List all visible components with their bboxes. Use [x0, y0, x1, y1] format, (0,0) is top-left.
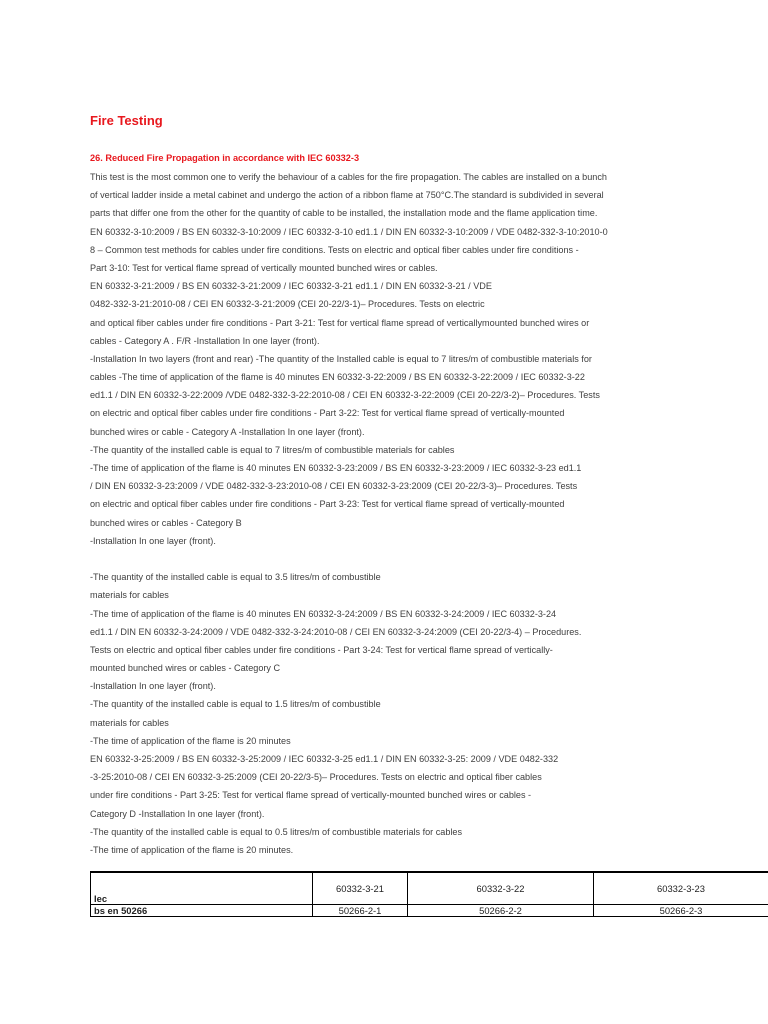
table-row: [91, 873, 768, 905]
section-heading: 26. Reduced Fire Propagation in accordance with IEC 60332-3: [90, 153, 360, 163]
body-line: EN 60332-3-10:2009 / BS EN 60332-3-10:2009 / IEC 60332-3-10 ed1.1 / DIN EN 60332-3-10:2009 / VDE 0482-332-3-10:2010-0: [90, 226, 608, 237]
body-line: bunched wires or cable - Category A -Installation In one layer (front).: [90, 426, 365, 437]
body-line: cables -The time of application of the flame is 40 minutes EN 60332-3-22:2009 / BS EN 60332-3-22:2009 / IEC 60332-3-22: [90, 372, 585, 383]
body-line: -Installation In one layer (front).: [90, 535, 216, 546]
body-line: -The quantity of the installed cable is equal to 3.5 litres/m of combustible: [90, 572, 381, 583]
body-line: on electric and optical fiber cables under fire conditions - Part 3-23: Test for vertical flame spread of vertically-mounted: [90, 499, 565, 510]
body-line: cables - Category A . F/R -Installation In one layer (front).: [90, 335, 320, 346]
standards-table: [90, 872, 768, 917]
row-header-iec: Iec: [91, 873, 313, 905]
table-row: [91, 905, 768, 917]
body-line: under fire conditions - Part 3-25: Test for vertical flame spread of vertically-mounted bunched wires or cables -: [90, 790, 532, 801]
row-header-bs-en: bs en 50266: [91, 905, 313, 917]
body-line: materials for cables: [90, 717, 169, 728]
body-line: mounted bunched wires or cables - Category C: [90, 663, 281, 674]
page-title: Fire Testing: [90, 113, 163, 128]
body-line: -The time of application of the flame is 40 minutes EN 60332-3-23:2009 / BS EN 60332-3-23:2009 / IEC 60332-3-23 ed1.1: [90, 463, 582, 473]
body-line: -The time of application of the flame is 20 minutes.: [90, 844, 294, 855]
body-text: [90, 168, 760, 859]
body-line: -The time of application of the flame is 20 minutes: [90, 735, 291, 746]
body-line: -The quantity of the installed cable is equal to 0.5 litres/m of combustible materials for cables: [90, 826, 463, 837]
body-line: -3-25:2010-08 / CEI EN 60332-3-25:2009 (CEI 20-22/3-5)– Procedures. Tests on electric and optical fiber cables: [90, 772, 542, 783]
body-line: ed1.1 / DIN EN 60332-3-22:2009 /VDE 0482-332-3-22:2010-08 / CEI EN 60332-3-22:2009 (CEI 20-22/3-2)– Procedures. Tests: [90, 390, 600, 401]
table-cell: 60332-3-21: [313, 873, 408, 905]
table-cell: 50266-2-3: [594, 905, 768, 917]
table-cell: 60332-3-22: [408, 873, 594, 905]
body-line: ed1.1 / DIN EN 60332-3-24:2009 / VDE 0482-332-3-24:2010-08 / CEI EN 60332-3-24:2009 (CEI 20-22/3-4) – Procedures.: [90, 626, 582, 637]
body-line: bunched wires or cables - Category B: [90, 517, 242, 528]
body-line: on electric and optical fiber cables under fire conditions - Part 3-22: Test for vertical flame spread of vertically-mounted: [90, 408, 565, 419]
body-line: -Installation In one layer (front).: [90, 681, 216, 692]
table-cell: 60332-3-23: [594, 873, 768, 905]
body-line: Tests on electric and optical fiber cables under fire conditions - Part 3-24: Test for vertical flame spread of vertically-: [90, 644, 553, 655]
body-line: -The quantity of the installed cable is equal to 7 litres/m of combustible materials for cables: [90, 444, 455, 455]
body-line: and optical fiber cables under fire conditions - Part 3-21: Test for vertical flame spread of verticallymounted bunched wires or: [90, 317, 590, 328]
body-line: -The quantity of the installed cable is equal to 1.5 litres/m of combustible: [90, 699, 381, 710]
body-line: -Installation In two layers (front and rear) -The quantity of the Installed cable is equal to 7 litres/m of combustible materials for: [90, 353, 592, 364]
body-line: [90, 550, 760, 568]
body-line: EN 60332-3-21:2009 / BS EN 60332-3-21:2009 / IEC 60332-3-21 ed1.1 / DIN EN 60332-3-21 / VDE: [90, 281, 492, 292]
body-line: 8 – Common test methods for cables under fire conditions. Tests on electric and optical fiber cables under fire conditions -: [90, 244, 579, 255]
body-line: Category D -Installation In one layer (front).: [90, 808, 265, 819]
body-line: / DIN EN 60332-3-23:2009 / VDE 0482-332-3-23:2010-08 / CEI EN 60332-3-23:2009 (CEI 20-22/3-3)– Procedures. Tests: [90, 481, 578, 492]
table-cell: 50266-2-1: [313, 905, 408, 917]
body-line: materials for cables: [90, 590, 169, 601]
body-line: -The time of application of the flame is 40 minutes EN 60332-3-24:2009 / BS EN 60332-3-24:2009 / IEC 60332-3-24: [90, 608, 557, 619]
body-line: This test is the most common one to verify the behaviour of a cables for the fire propagation. The cables are installed on a bunch: [90, 172, 607, 182]
body-line: Part 3-10: Test for vertical flame spread of vertically mounted bunched wires or cables.: [90, 262, 438, 273]
body-line: of vertical ladder inside a metal cabinet and undergo the action of a ribbon flame at 750°C.The standard is subdivided in several: [90, 190, 604, 201]
body-line: 0482-332-3-21:2010-08 / CEI EN 60332-3-21:2009 (CEI 20-22/3-1)– Procedures. Tests on electric: [90, 299, 485, 310]
body-line: parts that differ one from the other for the quantity of cable to be installed, the installation mode and the flame application time.: [90, 208, 598, 219]
body-line: EN 60332-3-25:2009 / BS EN 60332-3-25:2009 / IEC 60332-3-25 ed1.1 / DIN EN 60332-3-25: 2009 / VDE 0482-332: [90, 754, 559, 764]
table-cell: 50266-2-2: [408, 905, 594, 917]
